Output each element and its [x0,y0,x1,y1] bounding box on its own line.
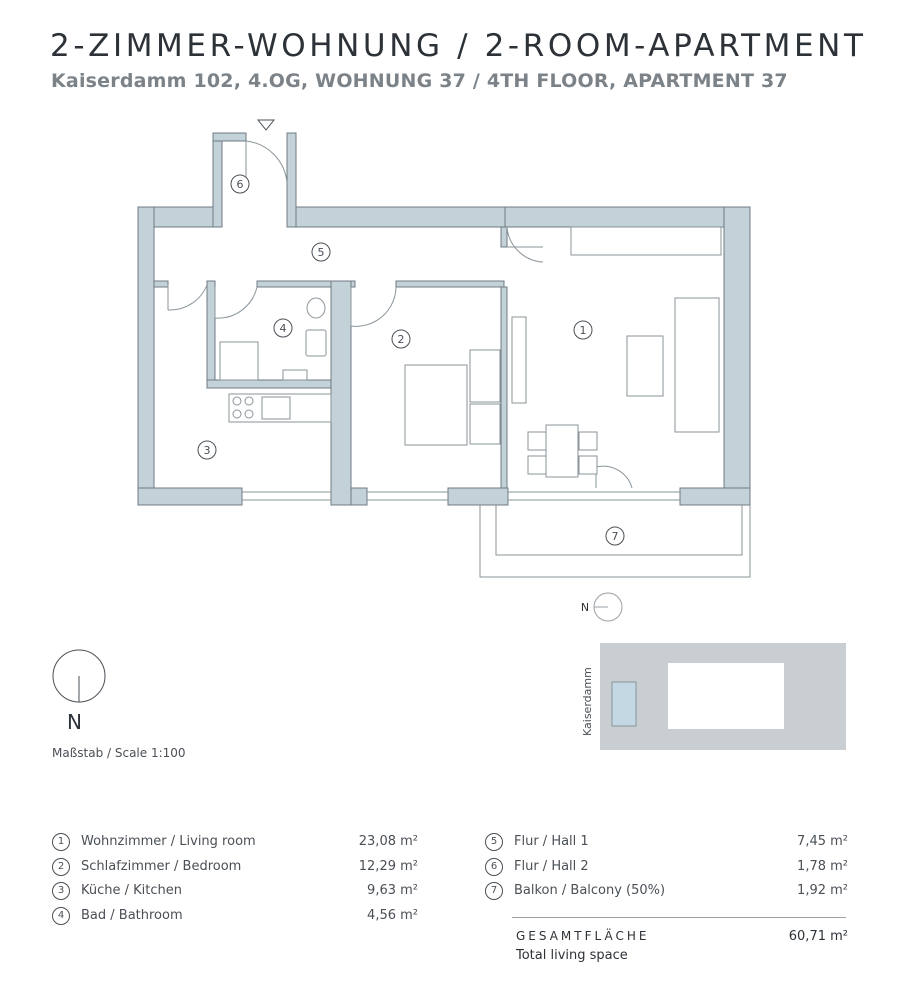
hob-ring [245,410,253,418]
furniture [220,227,721,477]
north-label: N [67,710,82,734]
living-cabinet [571,227,721,255]
legend-item: 7 Balkon / Balcony (50%) 1,92 m² [485,882,848,902]
nightstand [470,350,500,402]
small-compass [581,593,622,621]
bed [405,365,467,445]
legend-item: 1 Wohnzimmer / Living room 23,08 m² [52,833,418,853]
chair [579,432,597,450]
wall-bottom-1 [138,488,242,505]
shower-tray [220,342,258,380]
room-marker-1 [574,321,592,339]
room-marker-6 [231,175,249,193]
compass-icon [53,650,105,702]
hob-ring [233,397,241,405]
coffee-table [627,336,663,396]
svg-text:5: 5 [317,246,325,259]
wall-kitchen-top [154,281,168,287]
wall-bottom-4 [680,488,750,505]
svg-text:2: 2 [397,333,405,346]
legend-item: 5 Flur / Hall 1 7,45 m² [485,833,848,853]
scale-label: Maßstab / Scale 1:100 [52,746,186,760]
wall-bath-left [207,281,215,387]
site-courtyard [668,663,784,729]
hob-ring [245,397,253,405]
site-map [581,643,846,750]
legend-item: 6 Flur / Hall 2 1,78 m² [485,858,848,878]
toilet [307,298,325,318]
wall-top-right [505,207,750,227]
total-divider [512,917,846,918]
wall-bed-top [396,281,504,287]
svg-text:6: 6 [236,178,244,191]
wall-living-stub [501,227,507,247]
room-marker-3 [198,441,216,459]
total-title: GESAMTFLÄCHE [516,929,650,943]
page-title: 2-ZIMMER-WOHNUNG / 2-ROOM-APARTMENT [50,28,867,64]
kitchen-sink [262,397,290,419]
sofa [675,298,719,432]
nightstand [470,404,500,444]
entrance-icon [258,120,274,130]
hob-ring [233,410,241,418]
room-marker-2 [392,330,410,348]
total-subtitle: Total living space [516,948,628,963]
wall-entry-left [213,133,222,227]
site-apartment-marker [612,682,636,726]
svg-text:3: 3 [203,444,211,457]
wall-entry-top [213,133,246,141]
chair [528,456,546,474]
wall-right [724,207,750,505]
wall-bath-bed [331,281,351,505]
chair [528,432,546,450]
walls [138,133,750,505]
wall-bottom-3 [448,488,508,505]
room-marker-7 [606,527,624,545]
svg-text:7: 7 [611,530,619,543]
bath-shelf [283,370,307,380]
dining-table [546,425,578,477]
wall-left [138,207,154,505]
page-subtitle: Kaiserdamm 102, 4.OG, WOHNUNG 37 / 4TH FLOOR, APARTMENT 37 [51,70,788,92]
legend-item: 4 Bad / Bathroom 4,56 m² [52,907,418,927]
room-marker-4 [274,319,292,337]
legend-item: 2 Schlafzimmer / Bedroom 12,29 m² [52,858,418,878]
bath-sink [306,330,326,356]
svg-text:1: 1 [579,324,587,337]
svg-text:4: 4 [279,322,287,335]
total-value: 60,71 m² [788,929,848,944]
wall-entry-right [287,133,296,227]
wall-bed-living [501,287,507,488]
legend-item: 3 Küche / Kitchen 9,63 m² [52,882,418,902]
chair [579,456,597,474]
tv-board [512,317,526,403]
svg-text:N: N [580,601,590,614]
room-marker-5 [312,243,330,261]
room-markers [198,175,624,545]
street-label: Kaiserdamm [581,667,594,736]
wall-bath-bottom [207,380,347,388]
wall-top-mid [287,207,505,227]
